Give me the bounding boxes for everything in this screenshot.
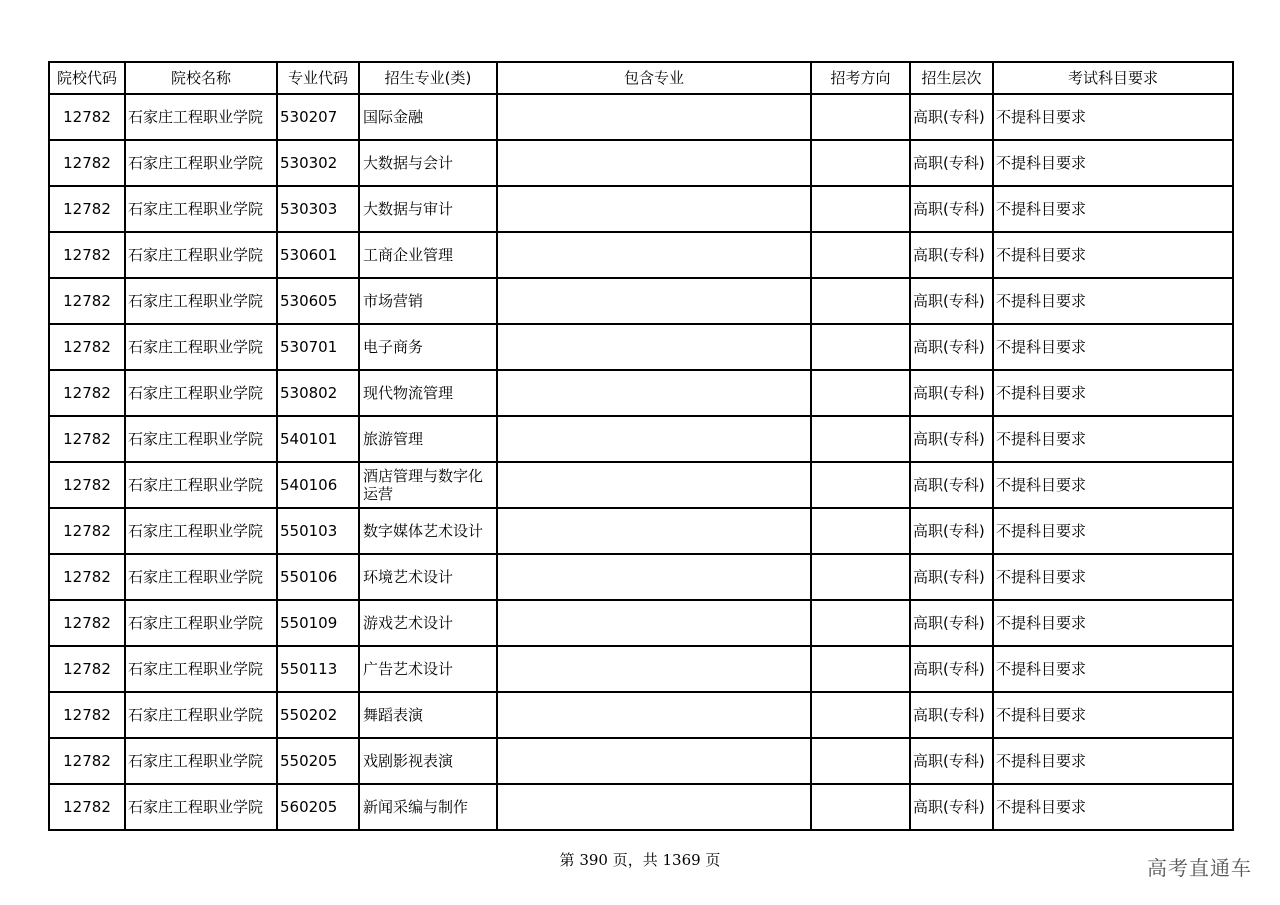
cell-major: 游戏艺术设计 [359,600,497,646]
cell-major-code: 530207 [277,94,359,140]
table-row [49,554,1233,600]
table-body [49,94,1233,830]
cell-included-majors [497,324,811,370]
cell-major-code: 540106 [277,462,359,508]
table-row [49,324,1233,370]
cell-school-code: 12782 [49,278,125,324]
cell-direction [811,554,910,600]
table-row [49,462,1233,508]
cell-direction [811,232,910,278]
cell-major: 大数据与审计 [359,186,497,232]
admissions-table-container [48,61,1232,831]
cell-major: 环境艺术设计 [359,554,497,600]
cell-school-code: 12782 [49,370,125,416]
cell-major-code: 550103 [277,508,359,554]
cell-major: 工商企业管理 [359,232,497,278]
cell-direction [811,462,910,508]
cell-requirement: 不提科目要求 [993,186,1233,232]
cell-direction [811,600,910,646]
table-row [49,692,1233,738]
cell-included-majors [497,140,811,186]
table-row [49,508,1233,554]
cell-school-name: 石家庄工程职业学院 [125,600,277,646]
cell-school-name: 石家庄工程职业学院 [125,462,277,508]
cell-level: 高职(专科) [910,186,993,232]
header-level: 招生层次 [910,62,993,94]
cell-school-name: 石家庄工程职业学院 [125,278,277,324]
cell-requirement: 不提科目要求 [993,324,1233,370]
header-school-code: 院校代码 [49,62,125,94]
header-major-code: 专业代码 [277,62,359,94]
cell-school-code: 12782 [49,692,125,738]
table-row [49,232,1233,278]
cell-included-majors [497,232,811,278]
cell-school-name: 石家庄工程职业学院 [125,94,277,140]
header-requirement: 考试科目要求 [993,62,1233,94]
cell-included-majors [497,508,811,554]
cell-major-code: 530601 [277,232,359,278]
cell-direction [811,370,910,416]
cell-major: 数字媒体艺术设计 [359,508,497,554]
cell-school-code: 12782 [49,140,125,186]
cell-requirement: 不提科目要求 [993,692,1233,738]
cell-direction [811,186,910,232]
cell-included-majors [497,600,811,646]
cell-school-name: 石家庄工程职业学院 [125,186,277,232]
cell-requirement: 不提科目要求 [993,600,1233,646]
cell-direction [811,94,910,140]
cell-major: 舞蹈表演 [359,692,497,738]
header-included-majors: 包含专业 [497,62,811,94]
admissions-table [48,61,1234,831]
cell-school-code: 12782 [49,324,125,370]
header-direction: 招考方向 [811,62,910,94]
table-row [49,140,1233,186]
cell-requirement: 不提科目要求 [993,278,1233,324]
table-row [49,784,1233,830]
cell-school-name: 石家庄工程职业学院 [125,692,277,738]
cell-included-majors [497,94,811,140]
cell-school-code: 12782 [49,738,125,784]
cell-level: 高职(专科) [910,278,993,324]
page-number-footer: 第 390 页，共 1369 页 [559,851,721,869]
cell-major-code: 530802 [277,370,359,416]
cell-direction [811,508,910,554]
cell-direction [811,324,910,370]
cell-major-code: 540101 [277,416,359,462]
cell-major-code: 550109 [277,600,359,646]
table-row [49,416,1233,462]
cell-major: 市场营销 [359,278,497,324]
cell-requirement: 不提科目要求 [993,416,1233,462]
cell-direction [811,784,910,830]
cell-school-name: 石家庄工程职业学院 [125,140,277,186]
cell-level: 高职(专科) [910,462,993,508]
cell-major: 新闻采编与制作 [359,784,497,830]
cell-school-code: 12782 [49,554,125,600]
cell-school-code: 12782 [49,784,125,830]
cell-included-majors [497,738,811,784]
cell-major: 国际金融 [359,94,497,140]
cell-included-majors [497,186,811,232]
cell-requirement: 不提科目要求 [993,508,1233,554]
header-school-name: 院校名称 [125,62,277,94]
cell-level: 高职(专科) [910,416,993,462]
cell-school-code: 12782 [49,600,125,646]
table-row [49,94,1233,140]
cell-major: 电子商务 [359,324,497,370]
cell-school-code: 12782 [49,462,125,508]
cell-direction [811,278,910,324]
cell-included-majors [497,370,811,416]
cell-level: 高职(专科) [910,692,993,738]
cell-school-code: 12782 [49,508,125,554]
cell-direction [811,692,910,738]
cell-school-code: 12782 [49,186,125,232]
cell-included-majors [497,784,811,830]
table-row [49,646,1233,692]
cell-school-code: 12782 [49,646,125,692]
cell-included-majors [497,462,811,508]
cell-level: 高职(专科) [910,784,993,830]
cell-included-majors [497,554,811,600]
cell-level: 高职(专科) [910,508,993,554]
table-row [49,370,1233,416]
cell-major-code: 550202 [277,692,359,738]
cell-school-name: 石家庄工程职业学院 [125,370,277,416]
cell-major-code: 530302 [277,140,359,186]
cell-school-name: 石家庄工程职业学院 [125,738,277,784]
cell-school-name: 石家庄工程职业学院 [125,784,277,830]
cell-included-majors [497,416,811,462]
cell-included-majors [497,278,811,324]
table-row [49,600,1233,646]
cell-school-code: 12782 [49,416,125,462]
table-row [49,278,1233,324]
cell-major: 酒店管理与数字化运营 [359,462,497,508]
cell-major-code: 550113 [277,646,359,692]
cell-direction [811,140,910,186]
cell-level: 高职(专科) [910,324,993,370]
cell-requirement: 不提科目要求 [993,232,1233,278]
cell-level: 高职(专科) [910,646,993,692]
cell-level: 高职(专科) [910,94,993,140]
cell-school-code: 12782 [49,232,125,278]
cell-major: 旅游管理 [359,416,497,462]
cell-school-name: 石家庄工程职业学院 [125,554,277,600]
cell-level: 高职(专科) [910,232,993,278]
cell-major: 现代物流管理 [359,370,497,416]
cell-requirement: 不提科目要求 [993,646,1233,692]
cell-requirement: 不提科目要求 [993,554,1233,600]
cell-level: 高职(专科) [910,600,993,646]
cell-school-name: 石家庄工程职业学院 [125,324,277,370]
cell-requirement: 不提科目要求 [993,462,1233,508]
cell-level: 高职(专科) [910,140,993,186]
table-header-row [49,62,1233,94]
cell-requirement: 不提科目要求 [993,370,1233,416]
cell-direction [811,646,910,692]
cell-included-majors [497,646,811,692]
cell-direction [811,416,910,462]
cell-major-code: 530303 [277,186,359,232]
cell-major: 广告艺术设计 [359,646,497,692]
cell-school-code: 12782 [49,94,125,140]
header-major: 招生专业(类) [359,62,497,94]
cell-level: 高职(专科) [910,738,993,784]
cell-requirement: 不提科目要求 [993,738,1233,784]
cell-level: 高职(专科) [910,554,993,600]
table-row [49,738,1233,784]
cell-included-majors [497,692,811,738]
cell-major-code: 530605 [277,278,359,324]
cell-major: 大数据与会计 [359,140,497,186]
cell-school-name: 石家庄工程职业学院 [125,416,277,462]
cell-school-name: 石家庄工程职业学院 [125,508,277,554]
cell-major-code: 550205 [277,738,359,784]
cell-requirement: 不提科目要求 [993,784,1233,830]
watermark-text: 高考直通车 [1147,856,1252,880]
cell-requirement: 不提科目要求 [993,94,1233,140]
cell-school-name: 石家庄工程职业学院 [125,646,277,692]
cell-major-code: 560205 [277,784,359,830]
cell-school-name: 石家庄工程职业学院 [125,232,277,278]
cell-level: 高职(专科) [910,370,993,416]
cell-direction [811,738,910,784]
cell-requirement: 不提科目要求 [993,140,1233,186]
cell-major-code: 550106 [277,554,359,600]
cell-major-code: 530701 [277,324,359,370]
table-row [49,186,1233,232]
cell-major: 戏剧影视表演 [359,738,497,784]
